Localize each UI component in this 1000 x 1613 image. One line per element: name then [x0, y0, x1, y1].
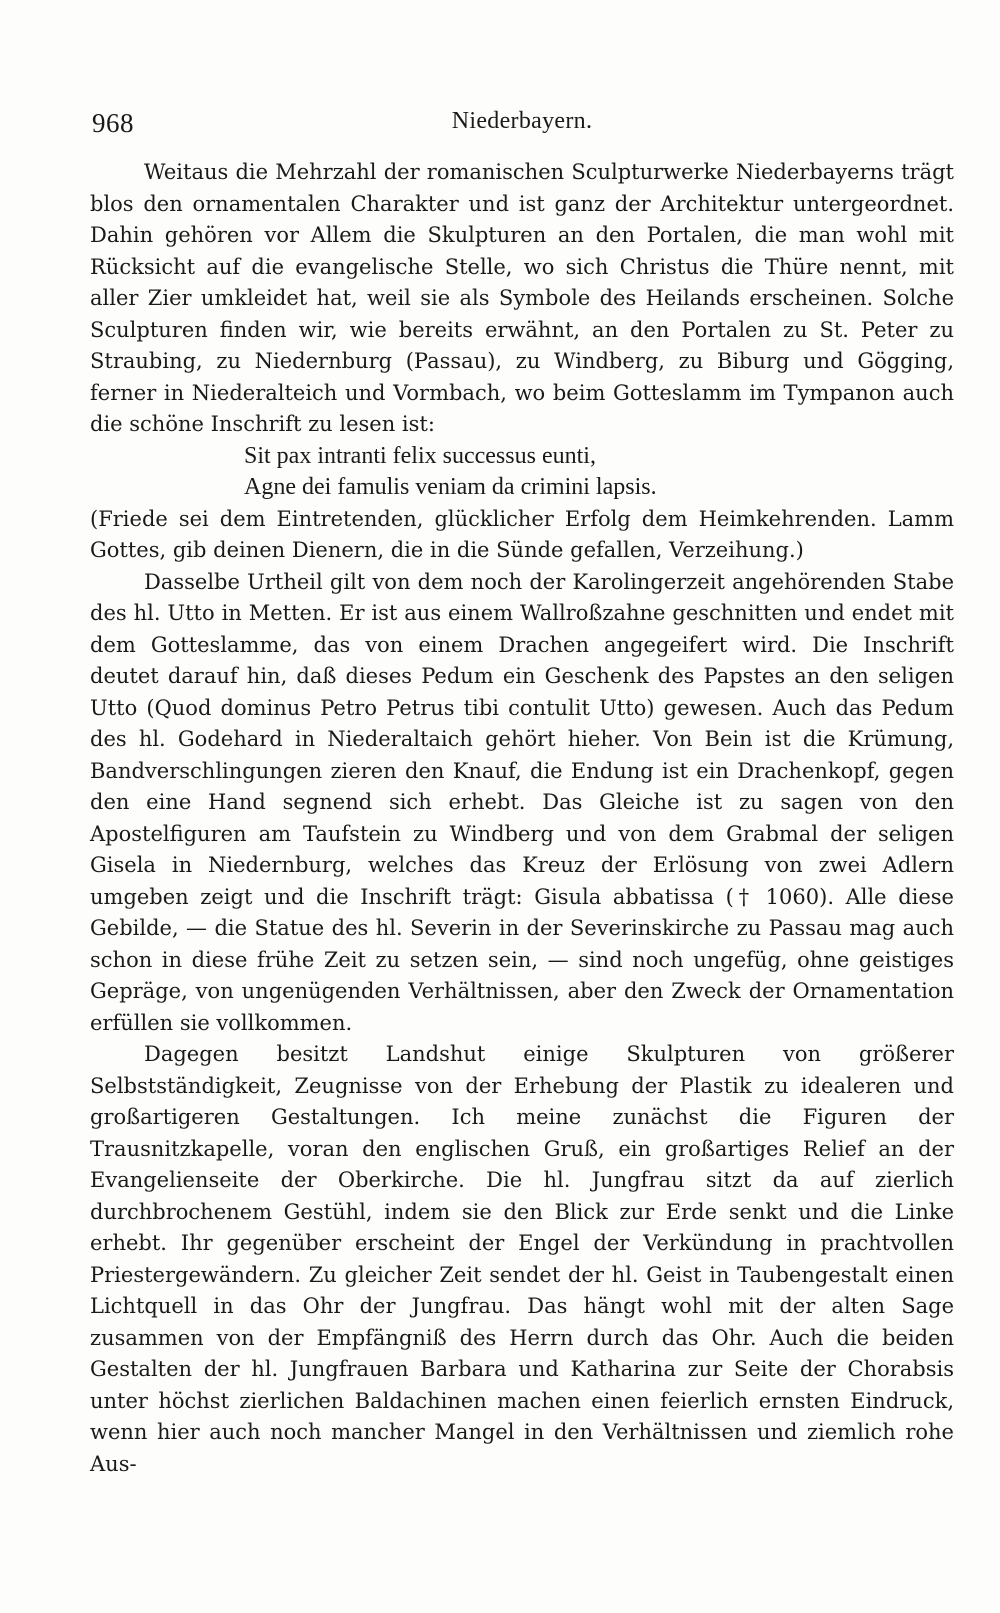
latin-inscription-line-2: Agne dei famulis veniam da crimini lapsis. [244, 474, 657, 500]
running-title: Niederbayern. [451, 108, 593, 134]
paragraph-translation: (Friede sei dem Eintretenden, glücklicher Erfolg dem Heimkehrenden. Lamm Gottes, gib deinen Dienern, die in die Sünde gefallen, Verzeihung.) [90, 506, 954, 562]
paragraph-romanesque-sculpture: Weitaus die Mehrzahl der romanischen Sculpturwerke Niederbayerns trägt blos den ornamentalen Charakter und ist ganz der Architektur untergeordnet. Dahin gehören vor Allem die Skulpturen an den Portalen, die man wohl mit Rücksicht auf die evangelische Stelle, wo sich Christus die Thüre nennt, mit aller Zier umkleidet hat, weil sie als Symbole des Heilands erscheinen. Solche Sculpturen finden wir, wie bereits erwähnt, an den Portalen zu St. Peter zu Straubing, zu Niedernburg (Passau), zu Windberg, zu Biburg und Gögging, ferner in Niederalteich und Vormbach, wo beim Gotteslamm im Tympanon auch die schöne Inschrift zu lesen ist: [90, 160, 954, 436]
page-header [92, 108, 952, 148]
paragraph-landshut: Dagegen besitzt Landshut einige Skulpturen von größerer Selbstständigkeit, Zeugnisse von der Erhebung der Plastik zu idealeren und großartigeren Gestaltungen. Ich meine zunächst die Figuren der Trausnitzkapelle, voran den englischen Gruß, ein großartiges Relief an der Evangelienseite der Oberkirche. Die hl. Jungfrau sitzt da auf zierlich durchbrochenem Gestühl, indem sie den Blick zur Erde senkt und die Linke erhebt. Ihr gegenüber erscheint der Engel der Verkündung in prachtvollen Priestergewändern. Zu gleicher Zeit sendet der hl. Geist in Taubengestalt einen Lichtquell in das Ohr der Jungfrau. Das hängt wohl mit der alten Sage zusammen von der Empfängniß des Herrn durch das Ohr. Auch die beiden Gestalten der hl. Jungfrauen Barbara und Katharina zur Seite der Chorabsis unter höchst zierlichen Baldachinen machen einen feierlich ernsten Eindruck, wenn hier auch noch mancher Mangel in den Verhältnissen und ziemlich rohe Aus- [90, 1042, 954, 1476]
paragraph-utto-staff: Dasselbe Urtheil gilt von dem noch der Karolingerzeit angehörenden Stabe des hl. Utto in Metten. Er ist aus einem Wallroßzahne geschnitten und endet mit dem Gotteslamme, das von einem Drachen angegeifert wird. Die Inschrift deutet darauf hin, daß dieses Pedum ein Geschenk des Papstes an den seligen Utto (Quod dominus Petro Petrus tibi contulit Utto) gewesen. Auch das Pedum des hl. Godehard in Niederaltaich gehört hieher. Von Bein ist die Krümung, Bandverschlingungen zieren den Knauf, die Endung ist ein Drachenkopf, gegen den eine Hand segnend sich erhebt. Das Gleiche ist zu sagen von den Apostelfiguren am Taufstein zu Windberg und von dem Grabmal der seligen Gisela in Niedernburg, welches das Kreuz der Erlösung von zwei Adlern umgeben zeigt und die Inschrift trägt: Gisula abbatissa († 1060). Alle diese Gebilde, — die Statue des hl. Severin in der Severinskirche zu Passau mag auch schon in diese frühe Zeit zu setzen sein, — sind noch ungefüg, ohne geistiges Gepräge, von ungenügenden Verhältnissen, aber den Zweck der Ornamentation erfüllen sie vollkommen. [90, 569, 954, 1035]
main-text [90, 157, 954, 1480]
latin-inscription-line-1: Sit pax intranti felix successus eunti, [244, 442, 596, 469]
page-number: 968 [92, 108, 134, 138]
